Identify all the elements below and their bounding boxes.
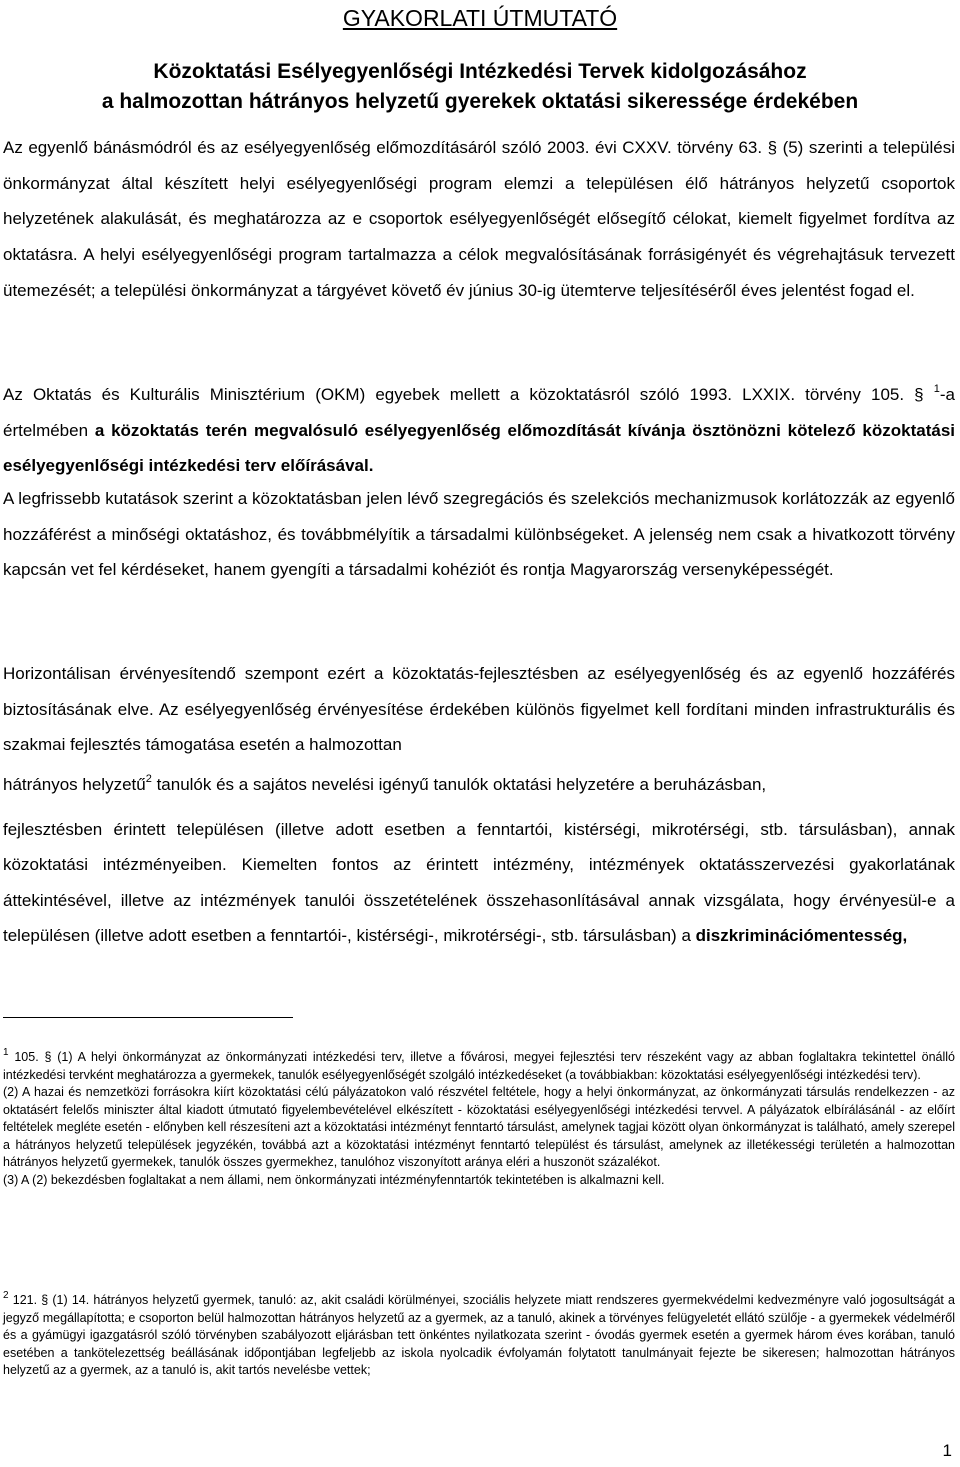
footnote-1-mark: 1 <box>3 1047 9 1058</box>
paragraph-okm-start: Az Oktatás és Kulturális Minisztérium (OKM) egyebek mellett a közoktatásról szóló 1993. LXXIX. törvény 105. § <box>3 385 924 404</box>
footnote-1-para-2: (2) A hazai és nemzetközi forrásokra kiírt közoktatási célú pályázatokon való részvétel feltétele, hogy a helyi önkormányzat, az önkormányzati társulás rendelkezzen - az oktatásért felelős miniszter által kiadott útmutató figyelembevételével elkészített - közoktatási esélyegyenlőségi intézkedési tervvel. A pályázatok elbírálásánál - az előírt feltételek megléte esetén - előnyben kell részesíteni azt a közoktatási intézményt fenntartó társulást, amelynek tagjai között olyan önkormányzat is található, amely szerepel a hátrányos helyzetű települések jegyzékén, továbbá azt a közoktatási intézményt fenntartó települést és társulást, amelynek az illetékességi területén a halmozottan hátrányos helyzetű gyermekek, tanulók összes gyermekhez, tanulóhoz viszonyított aránya eléri a huszonöt százalékot. <box>3 1085 955 1169</box>
footnote-ref-1[interactable]: 1 <box>933 383 940 395</box>
page-subtitle <box>0 57 960 117</box>
footnote-1 <box>3 1049 955 1189</box>
paragraph-development-bold: diszkriminációmentesség, <box>695 926 908 946</box>
footnote-2-text: 121. § (1) 14. hátrányos helyzetű gyermek, tanuló: az, akit családi körülményei, szociális helyzete miatt rendszeres gyermekvédelmi kedvezményre való jogosultságát a jegyző megállapította; e csoporton belül halmozottan hátrányos helyzetű az a gyermek, az a tanuló, akinek a törvényes felügyeletét ellátó szülője - a gyermekek védelméről és a gyámügyi igazgatásról szóló törvényben szabályozott eljárásban tett önkéntes nyilatkozata szerint - óvodás gyermek esetén a gyermek három éves korában, tanuló esetében a tankötelezettség beállásának időpontjában legfeljebb az iskola nyolcadik évfolyamán folytatott tanulmányait fejezte be sikeresen; halmozottan hátrányos helyzetű az a gyermek, az a tanuló is, akit tartós nevelésbe vettek; <box>3 1293 955 1377</box>
paragraph-okm-bold: a közoktatás terén megvalósuló esélyegyenlőség előmozdítását kívánja ösztönözni kötelező közoktatási esélyegyenlőségi intézkedési terv előírásával. <box>3 420 955 475</box>
paragraph-okm-mid: -a értelmében <box>3 385 955 440</box>
paragraph-horizontal-cont-start: hátrányos helyzetű <box>3 775 146 794</box>
footnote-1-para-3: (3) A (2) bekezdésben foglaltakat a nem állami, nem önkormányzati intézményfenntartók tekintetében is alkalmazni kell. <box>3 1172 665 1187</box>
footnote-2-mark: 2 <box>3 1290 9 1301</box>
footnote-1-text: 105. § (1) A helyi önkormányzat az önkormányzati intézkedési terv, illetve a fővárosi, megyei fejlesztési terv részeként vagy az abban foglaltakra tekintettel önálló intézkedési tervként meghatározza a gyermekek, tanulók esélyegyenlőségét szolgáló intézkedéseket (a továbbiakban: közoktatási esélyegyenlőségi intézkedési terv). <box>3 1050 955 1082</box>
paragraph-horizontal-cont <box>3 767 955 803</box>
footnote-2 <box>3 1292 955 1380</box>
paragraph-development <box>3 812 955 954</box>
subtitle-line-1: Közoktatási Esélyegyenlőségi Intézkedési Tervek kidolgozásához <box>153 60 807 83</box>
paragraph-legal-basis: Az egyenlő bánásmódról és az esélyegyenlőség előmozdításáról szóló 2003. évi CXXV. törvény 63. § (5) szerinti a települési önkormányzat által készített helyi esélyegyenlőségi program elemzi a településen élő hátrányos helyzetű csoportok helyzetének alakulását, és meghatározza az e csoportok esélyegyenlőségét elősegítő célokat, kiemelt figyelmet fordítva az oktatásra. A helyi esélyegyenlőségi program tartalmazza a célok megvalósításának forrásigényét és végrehajtásuk tervezett ütemezését; a települési önkormányzat a tárgyévet követő év június 30-ig ütemterve teljesítéséről éves jelentést fogad el. <box>3 138 955 300</box>
subtitle-line-2: a halmozottan hátrányos helyzetű gyerekek oktatási sikeressége érdekében <box>101 90 859 113</box>
footnote-divider <box>3 1017 293 1018</box>
footnote-1-para-1 <box>3 1049 955 1084</box>
paragraph-horizontal: Horizontálisan érvényesítendő szempont ezért a közoktatás-fejlesztésben az esélyegyenlőség és az egyenlő hozzáférés biztosításának elve. Az esélyegyenlőség érvényesítése érdekében különös figyelmet kell fordítani minden infrastrukturális és szakmai fejlesztés támogatása esetén a halmozottan <box>3 664 955 754</box>
paragraph-development-text: fejlesztésben érintett településen (illetve adott esetben a fenntartói, kistérségi, mikrotérségi, stb. társulásban), annak közoktatási intézményeiben. Kiemelten fontos az érintett intézmény, intézmények oktatásszervezési gyakorlatának áttekintésével, illetve az intézmények tanulói összetételének összehasonlításával annak vizsgálata, hogy érvényesül-e a településen (illetve adott esetben a fenntartói-, kistérségi-, mikrotérségi-, stb. társulásban) a <box>3 820 955 946</box>
page-title: GYAKORLATI ÚTMUTATÓ <box>342 5 618 31</box>
paragraph-research: A legfrissebb kutatások szerint a közoktatásban jelen lévő szegregációs és szelekciós mechanizmusok korlátozzák az egyenlő hozzáférést a minőségi oktatáshoz, és továbbmélyítik a társadalmi különbségeket. A jelenség nem csak a hivatkozott törvény kapcsán vet fel kérdéseket, hanem gyengíti a társadalmi kohéziót és rontja Magyarország versenyképességét. <box>3 489 955 580</box>
footnote-ref-2[interactable]: 2 <box>145 773 152 785</box>
paragraph-horizontal-cont-end: tanulók és a sajátos nevelési igényű tanulók oktatási helyzetére a beruházásban, <box>156 775 767 794</box>
paragraph-okm <box>3 377 955 484</box>
page-number: 1 <box>942 1441 952 1460</box>
